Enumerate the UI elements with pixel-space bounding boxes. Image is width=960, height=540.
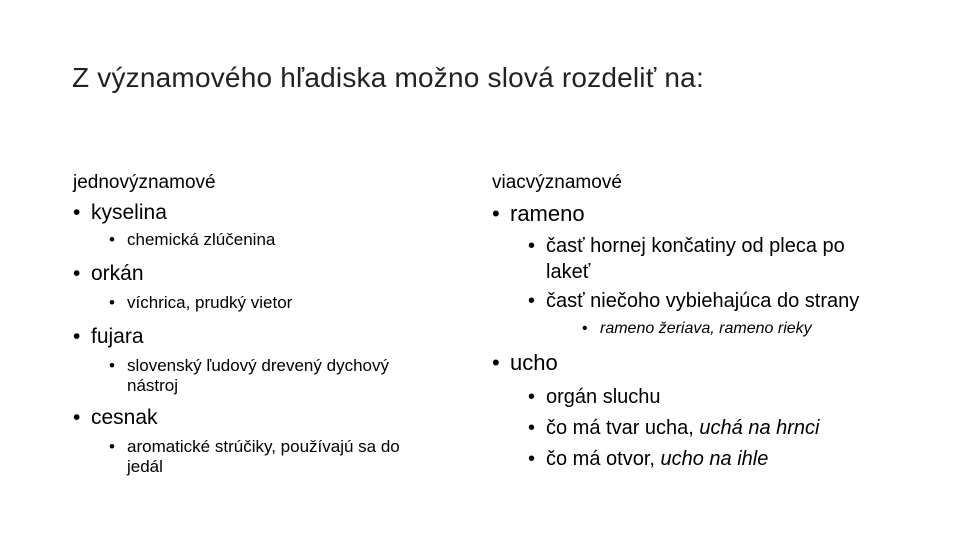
bullet: • — [528, 235, 536, 257]
meaning-text: čo má otvor, — [546, 448, 661, 470]
example-item — [582, 318, 912, 340]
bullet: • — [73, 262, 81, 285]
term-item — [73, 405, 468, 431]
slide-title: Z významového hľadiska možno slová rozdeliť na: — [72, 62, 704, 93]
term-item — [492, 200, 912, 228]
bullet: • — [109, 437, 115, 456]
meaning-text: čo má tvar ucha, — [546, 417, 700, 439]
definition-text: aromatické strúčiky, používajú sa do jedál — [127, 437, 400, 476]
left-column — [73, 170, 468, 477]
definition-text: slovenský ľudový drevený dychový nástroj — [127, 356, 389, 395]
term-label: cesnak — [91, 406, 158, 429]
term-item — [492, 349, 912, 377]
definition-item — [109, 356, 427, 396]
term-label: orkán — [91, 262, 144, 285]
term-label: ucho — [510, 350, 558, 375]
bullet: • — [492, 201, 500, 226]
bullet: • — [528, 448, 536, 470]
bullet: • — [528, 417, 536, 439]
term-item — [73, 200, 468, 226]
meaning-text: časť niečoho vybiehajúca do strany — [546, 290, 860, 312]
bullet: • — [109, 293, 115, 312]
bullet: • — [73, 201, 81, 224]
bullet: • — [528, 290, 536, 312]
meaning-item — [528, 444, 912, 475]
bullet: • — [528, 386, 536, 408]
meaning-example: uchá na hrnci — [699, 417, 820, 439]
definition-item — [109, 293, 468, 313]
meaning-item — [528, 233, 876, 285]
left-column-heading: jednovýznamové — [73, 172, 216, 193]
meaning-text: časť hornej končatiny od pleca po lakeť — [546, 235, 845, 283]
meaning-text: orgán sluchu — [546, 386, 661, 408]
definition-item — [109, 437, 437, 477]
term-item — [73, 324, 468, 350]
term-label: fujara — [91, 325, 144, 348]
meaning-item — [528, 287, 916, 315]
meaning-example: ucho na ihle — [660, 448, 769, 470]
bullet: • — [73, 406, 81, 429]
definition-text: víchrica, prudký vietor — [127, 293, 293, 312]
bullet: • — [109, 230, 115, 249]
term-label: rameno — [510, 201, 585, 226]
example-text: rameno žeriava, rameno rieky — [600, 320, 812, 337]
bullet: • — [582, 320, 588, 337]
bullet: • — [73, 325, 81, 348]
bullet: • — [492, 350, 500, 375]
meaning-item — [528, 413, 912, 444]
term-label: kyselina — [91, 201, 167, 224]
term-item — [73, 261, 468, 287]
right-column — [492, 170, 912, 475]
meaning-item — [528, 382, 912, 413]
definition-text: chemická zlúčenina — [127, 230, 276, 249]
definition-item — [109, 230, 468, 250]
bullet: • — [109, 356, 115, 375]
right-column-heading: viacvýznamové — [492, 172, 622, 193]
